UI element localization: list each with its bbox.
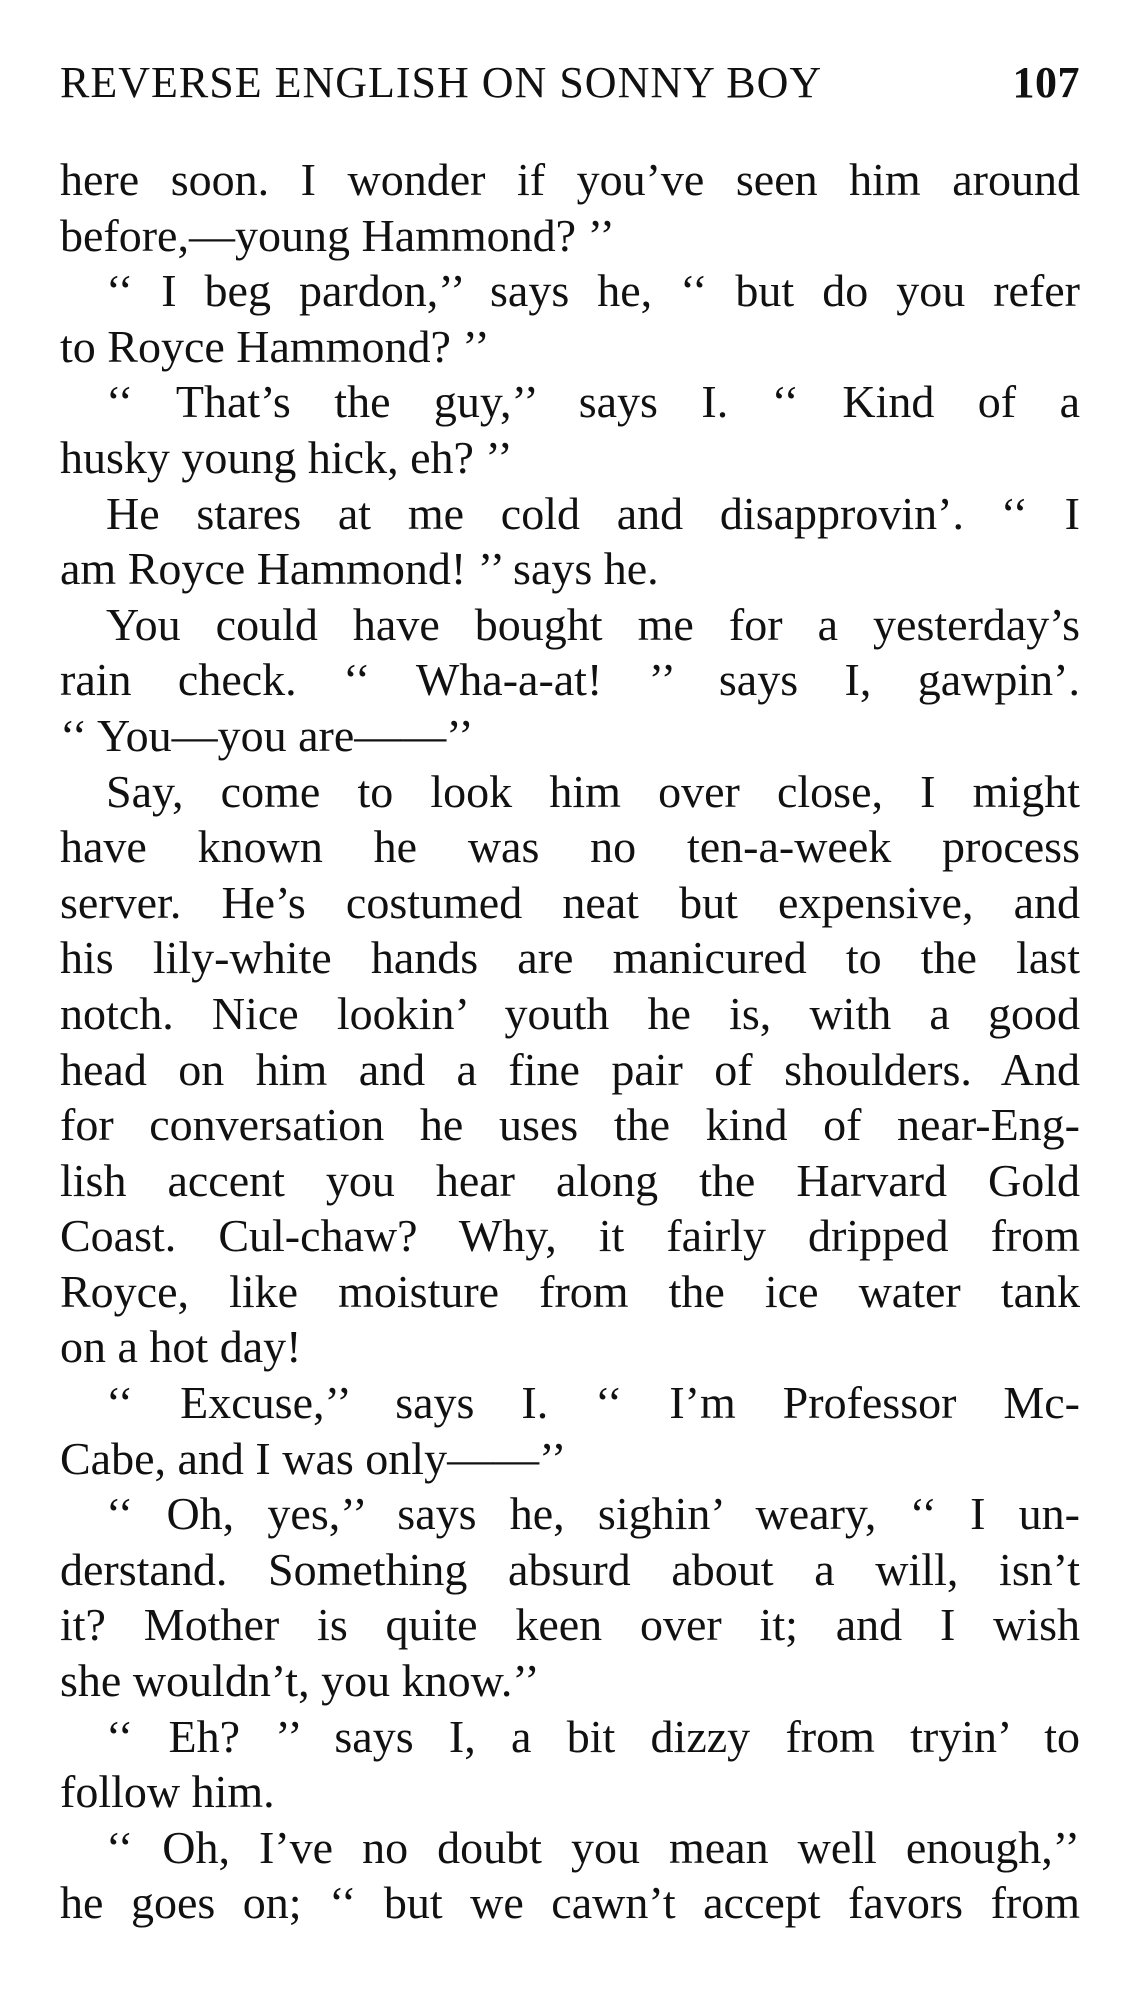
running-head <box>60 52 1080 114</box>
text-line: You could have bought me for a yesterday’s <box>106 598 1080 650</box>
book-page <box>60 52 1080 1931</box>
text-line: he goes on; ‘‘ but we cawn’t accept favors from <box>60 1877 1080 1929</box>
text-line: notch. Nice lookin’ youth he is, with a good <box>60 987 1080 1039</box>
text-line: follow him. <box>60 1766 275 1818</box>
body-text <box>60 152 1080 1931</box>
text-line: ‘‘ That’s the guy,’’ says I. ‘‘ Kind of a <box>106 376 1080 428</box>
text-line: ‘‘ I beg pardon,’’ says he, ‘‘ but do you refer <box>106 265 1080 317</box>
text-line: He stares at me cold and disapprovin’. ‘‘ I <box>106 487 1080 539</box>
text-line: Royce, like moisture from the ice water tank <box>60 1265 1080 1317</box>
text-line: ‘‘ Oh, yes,’’ says he, sighin’ weary, ‘‘ I un- <box>106 1488 1080 1540</box>
text-line: husky young hick, eh? ’’ <box>60 431 513 483</box>
text-line: ‘‘ Excuse,’’ says I. ‘‘ I’m Professor Mc- <box>106 1377 1080 1429</box>
page-number: 107 <box>1012 58 1080 107</box>
text-line: lish accent you hear along the Harvard Gold <box>60 1154 1080 1206</box>
text-line: ‘‘ Oh, I’ve no doubt you mean well enough,’’ <box>106 1821 1080 1873</box>
text-line: here soon. I wonder if you’ve seen him around <box>60 154 1080 205</box>
text-line: Cabe, and I was only——’’ <box>60 1432 567 1484</box>
text-line: to Royce Hammond? ’’ <box>60 320 490 372</box>
running-title: REVERSE ENGLISH ON SONNY BOY <box>60 58 823 107</box>
text-line: it? Mother is quite keen over it; and I wish <box>60 1599 1080 1651</box>
text-line: before,—young Hammond? ’’ <box>60 209 615 261</box>
text-line: ‘‘ You—you are——’’ <box>60 709 474 761</box>
text-line: Coast. Cul-chaw? Why, it fairly dripped from <box>60 1210 1080 1262</box>
text-line: for conversation he uses the kind of near-Eng- <box>60 1099 1080 1151</box>
text-line: on a hot day! <box>60 1321 302 1373</box>
text-line: she wouldn’t, you know.’’ <box>60 1655 540 1707</box>
text-line: server. He’s costumed neat but expensive, and <box>60 876 1080 928</box>
text-line: ‘‘ Eh? ’’ says I, a bit dizzy from tryin’ to <box>106 1710 1080 1762</box>
text-line: have known he was no ten-a-week process <box>60 821 1080 873</box>
text-line: am Royce Hammond! ’’ says he. <box>60 543 659 595</box>
text-line: head on him and a fine pair of shoulders. And <box>60 1043 1080 1095</box>
text-line: Say, come to look him over close, I might <box>106 765 1080 817</box>
text-line: derstand. Something absurd about a will, isn’t <box>60 1543 1080 1595</box>
text-line: rain check. ‘‘ Wha-a-at! ’’ says I, gawpin’. <box>60 654 1080 706</box>
text-line: his lily-white hands are manicured to the last <box>60 932 1080 984</box>
